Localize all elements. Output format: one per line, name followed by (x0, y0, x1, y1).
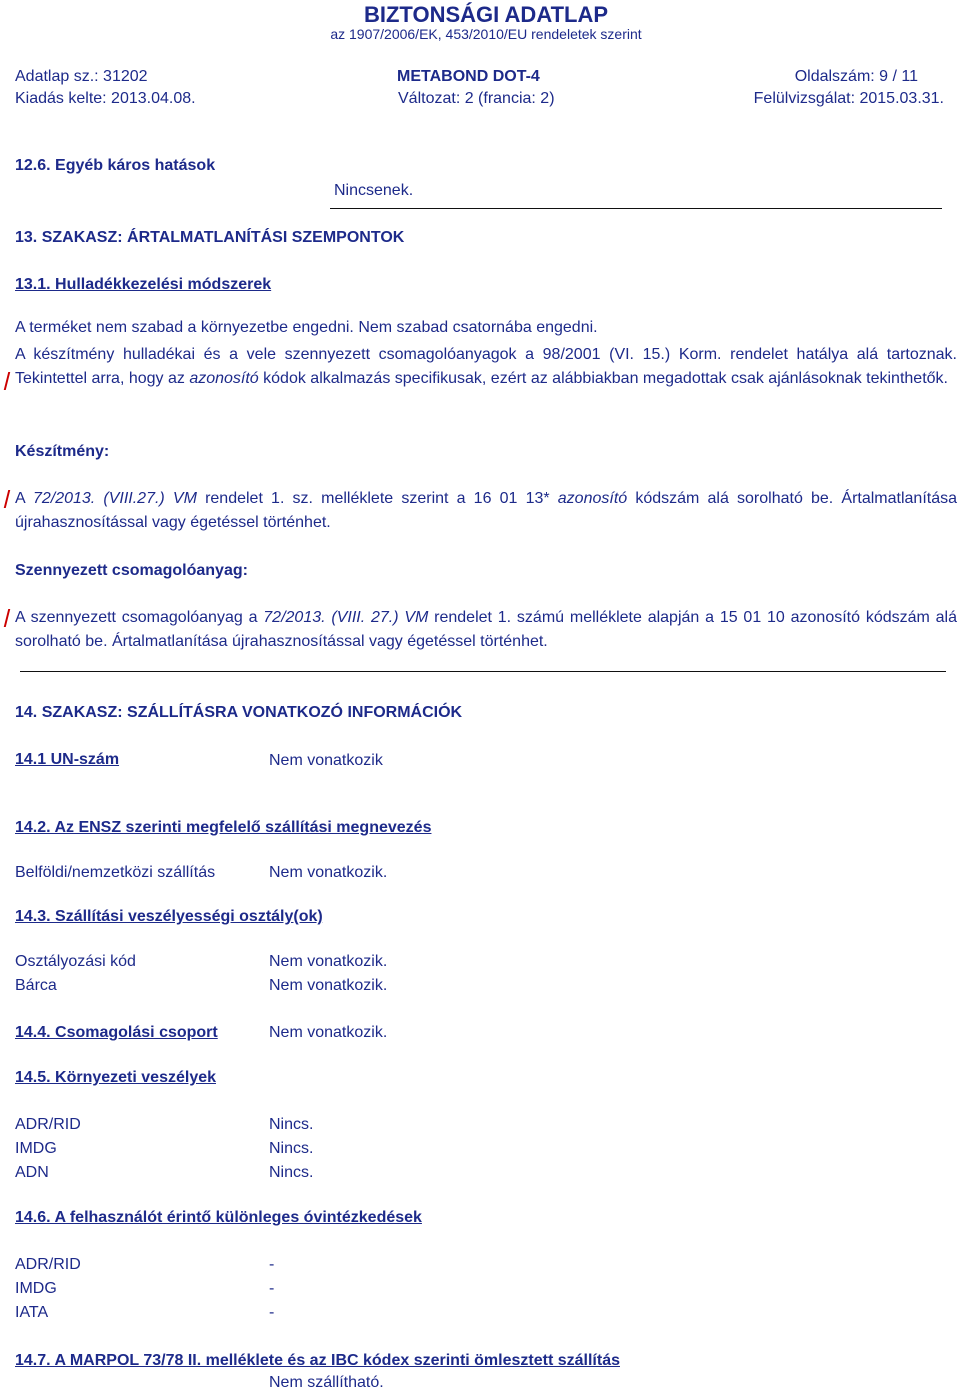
section-14-5-heading: 14.5. Környezeti veszélyek (15, 1069, 217, 1086)
section-13-heading: 13. SZAKASZ: ÁRTALMATLANÍTÁSI SZEMPONTOK (15, 229, 405, 246)
section-14-3-heading: 14.3. Szállítási veszélyességi osztály(ok) (15, 908, 323, 925)
document-subtitle: az 1907/2006/EK, 453/2010/EU rendeletek szerint (330, 26, 642, 42)
packing-group-value: Nem vonatkozik. (269, 1024, 388, 1041)
marpol-value: Nem szállítható. (269, 1374, 384, 1391)
section-12-6-heading: 12.6. Egyéb káros hatások (15, 157, 216, 174)
classification-code-label: Osztályozási kód (15, 953, 136, 970)
un-number-label: 14.1 UN-szám (15, 751, 120, 768)
env-row-label: ADN (15, 1164, 49, 1181)
packaging-label: Szennyezett csomagolóanyag: (15, 562, 248, 579)
classification-code-value: Nem vonatkozik. (269, 953, 388, 970)
packing-group-label: 14.4. Csomagolási csoport (15, 1024, 218, 1041)
section-13-1-heading: 13.1. Hulladékkezelési módszerek (15, 276, 272, 293)
special-row-label: IMDG (15, 1280, 57, 1297)
disposal-paragraph-line1: A terméket nem szabad a környezetbe engedni. Nem szabad csatornába engedni. (15, 319, 598, 336)
special-row-value: - (269, 1256, 275, 1273)
product-name: METABOND DOT-4 (397, 68, 540, 85)
env-row-label: ADR/RID (15, 1116, 81, 1133)
revision-marker (4, 609, 10, 627)
section-14-6-heading: 14.6. A felhasználót érintő különleges óvintézkedések (15, 1209, 422, 1226)
issue-date: Kiadás kelte: 2013.04.08. (15, 90, 196, 107)
section-14-heading: 14. SZAKASZ: SZÁLLÍTÁSRA VONATKOZÓ INFORMÁCIÓK (15, 704, 463, 721)
section-divider (330, 208, 942, 209)
review-date: Felülvizsgálat: 2015.03.31. (753, 90, 944, 107)
section-14-7-heading: 14.7. A MARPOL 73/78 II. melléklete és az IBC kódex szerinti ömlesztett szállítás (15, 1352, 620, 1369)
special-row-label: ADR/RID (15, 1256, 81, 1273)
revision-marker (4, 372, 10, 390)
section-divider (20, 671, 946, 672)
env-row-value: Nincs. (269, 1164, 314, 1181)
sheet-number: Adatlap sz.: 31202 (15, 68, 148, 85)
preparation-label: Készítmény: (15, 443, 110, 460)
packaging-paragraph: A szennyezett csomagolóanyag a 72/2013. (VIII. 27.) VM rendelet 1. számú melléklete alapján a 15 01 10 azonosító kódszám alá sorolható be. Ártalmatlanítása újrahasznosítással vagy égetéssel történhet. (15, 609, 958, 650)
hazard-label-label: Bárca (15, 977, 57, 994)
section-14-2-heading: 14.2. Az ENSZ szerinti megfelelő szállítási megnevezés (15, 819, 432, 836)
un-number-value: Nem vonatkozik (269, 752, 383, 769)
version: Változat: 2 (francia: 2) (398, 90, 555, 107)
preparation-paragraph: A 72/2013. (VIII.27.) VM rendelet 1. sz. melléklete szerint a 16 01 13* azonosító kódszám alá sorolható be. Ártalmatlanítása újrahasznosítással vagy égetéssel történhet. (15, 490, 958, 531)
env-row-label: IMDG (15, 1140, 57, 1157)
section-12-6-value: Nincsenek. (334, 182, 414, 199)
env-row-value: Nincs. (269, 1116, 314, 1133)
document-title: BIZTONSÁGI ADATLAP (363, 2, 609, 27)
special-row-value: - (269, 1280, 275, 1297)
domestic-transport-label: Belföldi/nemzetközi szállítás (15, 864, 216, 881)
disposal-paragraph: A készítmény hulladékai és a vele szennyezett csomagolóanyagok a 98/2001 (VI. 15.) Korm. rendelet hatálya alá tartoznak. Tekintettel arra, hogy az azonosító kódok alkalmazás specifikusak, ezért az alábbiakban megadottak csak ajánlásoknak tekinthetők. (15, 346, 957, 387)
domestic-transport-value: Nem vonatkozik. (269, 864, 388, 881)
special-row-label: IATA (15, 1304, 49, 1321)
special-row-value: - (269, 1304, 275, 1321)
page-number: Oldalszám: 9 / 11 (794, 68, 918, 85)
revision-marker (4, 490, 10, 508)
hazard-label-value: Nem vonatkozik. (269, 977, 388, 994)
env-row-value: Nincs. (269, 1140, 314, 1157)
